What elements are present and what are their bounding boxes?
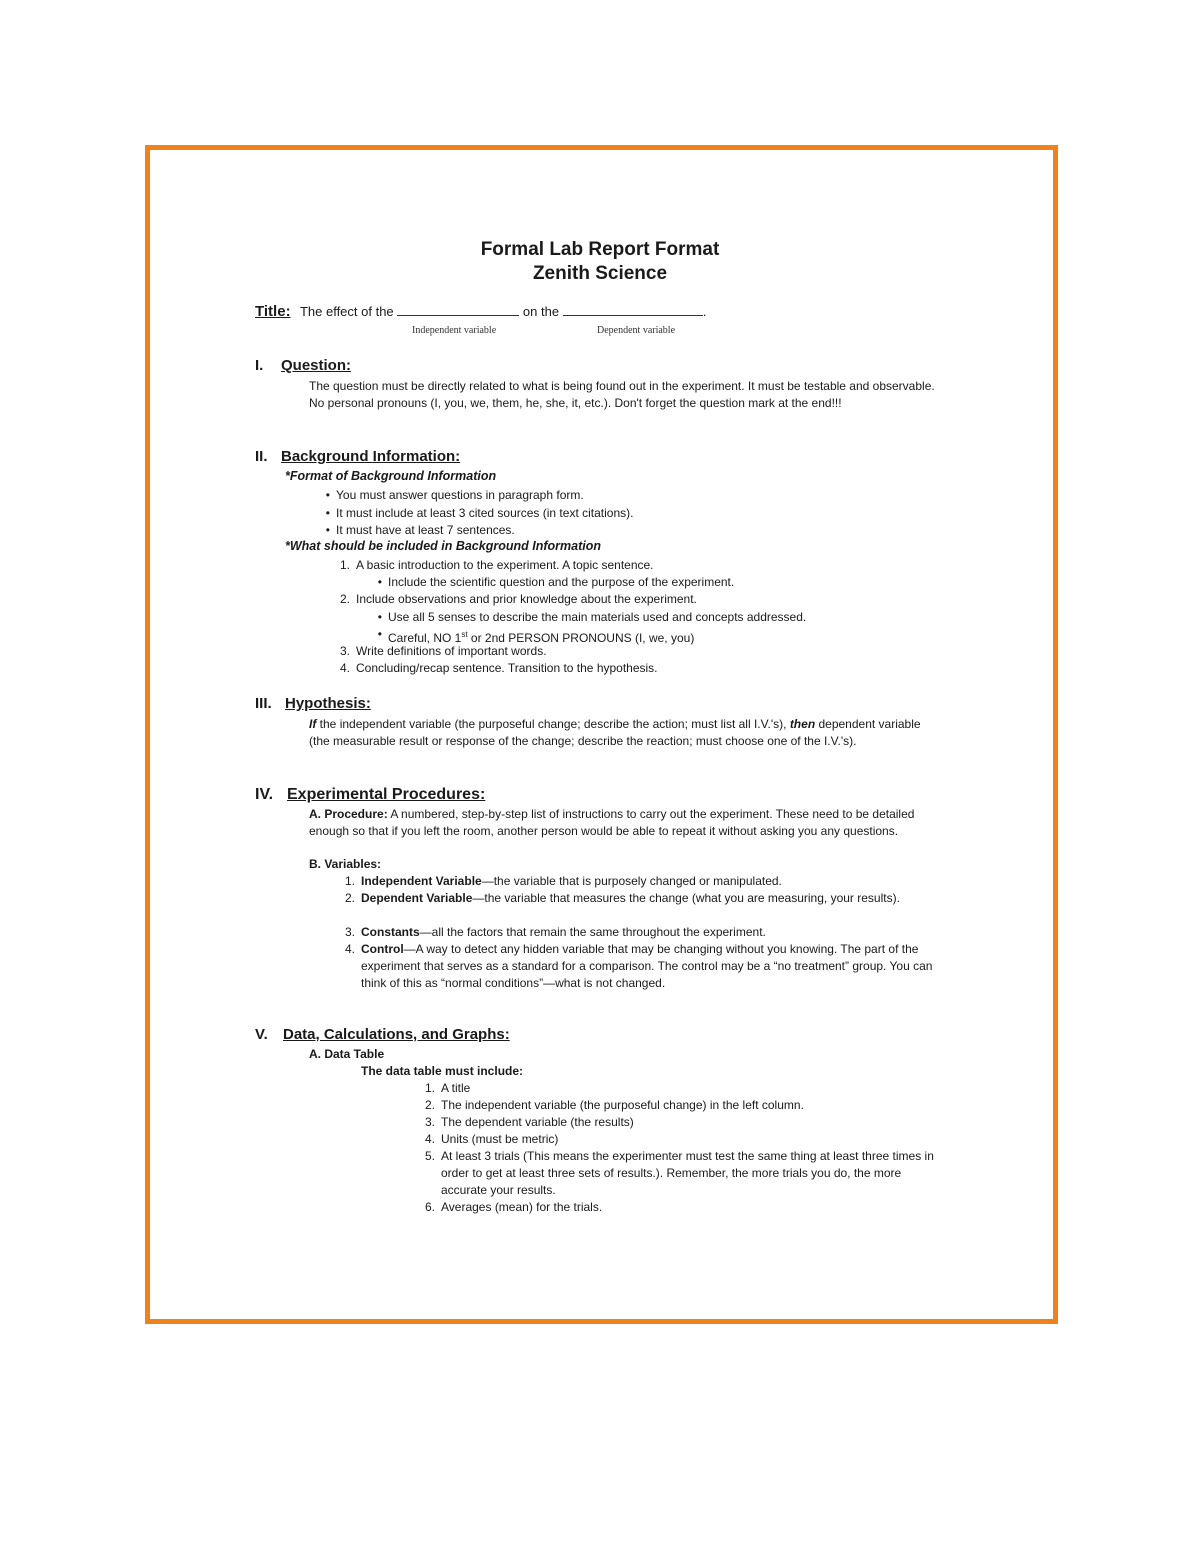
section-procedures-heading [255,786,485,804]
list-item: 2. Include observations and prior knowledge about the experiment. [339,592,697,606]
list-item: • You must answer questions in paragraph form. [336,487,926,504]
section-question-heading [255,357,351,374]
document-subtitle: Zenith Science [532,263,668,284]
section-number: IV. [255,786,274,803]
bullet-icon: • [325,523,330,537]
variables-heading: B. Variables: [309,857,382,871]
data-table-requirements-heading: The data table must include: [361,1064,524,1078]
bullet-icon: • [377,627,382,641]
bullet-icon: • [377,575,382,589]
title-label: Title: [255,303,291,320]
question-body: The question must be directly related to what is being found out in the experiment. It must be testable and observable. No personal pronouns (I, you, we, them, he, she, it, etc.). Don't forget the question mark at the end!!! [309,379,935,410]
hypothesis-body: If the independent variable (the purposeful change; describe the action; must list all I.V.'s), then dependent variable (the measurable result or response of the change; describe the reaction; must choose one of the I.V.'s). [309,717,921,748]
section-title: Experimental Procedures: [287,786,486,803]
list-item: 4. Units (must be metric) [424,1132,559,1146]
title-field-line [255,303,706,320]
section-number: III. [255,695,272,712]
section-number: V. [255,1026,268,1043]
section-title: Background Information: [281,448,461,465]
bullet-icon: • [325,488,330,502]
list-item: 1. A title [424,1081,471,1095]
bullet-icon: • [325,506,330,520]
background-format-heading: *Format of Background Information [285,469,497,483]
section-data-heading [255,1026,510,1043]
list-item: 5. At least 3 trials (This means the experimenter must test the same thing at least three times in order to get at least three sets of results.). Remember, the more trials you do, the more accurate your results. [424,1149,934,1197]
procedure-description: A. Procedure: A numbered, step-by-step list of instructions to carry out the experiment. These need to be detailed enough so that if you left the room, another person would be able to repeat it without asking you any questions. [309,807,915,838]
dependent-variable-caption: Dependent variable [597,325,676,336]
background-include-heading: *What should be included in Background Information [285,539,601,553]
title-text-end: . [702,304,707,319]
list-item: 3. The dependent variable (the results) [424,1115,634,1129]
list-item: • Include the scientific question and the purpose of the experiment. [388,574,928,591]
list-item: • Use all 5 senses to describe the main materials used and concepts addressed. [388,609,928,626]
list-item: 4. Concluding/recap sentence. Transition to the hypothesis. [339,661,658,675]
title-text-before: The effect of the [299,304,394,319]
list-item: 3. Constants—all the factors that remain the same throughout the experiment. [344,925,766,939]
document-title: Formal Lab Report Format [480,239,720,260]
list-item: • It must have at least 7 sentences. [336,522,926,539]
title-text-middle: on the [522,304,560,319]
section-hypothesis-heading [255,695,371,712]
section-background-heading [255,448,460,465]
dependent-variable-blank [563,303,703,316]
list-item: 2. Dependent Variable—the variable that measures the change (what you are measuring, your results). [344,891,900,905]
list-item: 2. The independent variable (the purposeful change) in the left column. [424,1098,804,1112]
list-item: 3. Write definitions of important words. [339,644,547,658]
section-number: I. [255,357,264,374]
independent-variable-blank [397,303,519,316]
list-item: 6. Averages (mean) for the trials. [424,1200,603,1214]
data-table-label: A. Data Table [309,1047,385,1061]
section-title: Hypothesis: [285,695,371,712]
section-title: Data, Calculations, and Graphs: [283,1026,510,1043]
list-item: • Careful, NO 1st or 2nd PERSON PRONOUNS (I, we, you) [388,626,928,647]
page-frame [145,145,1058,1324]
section-number: II. [255,448,268,465]
list-item: 1. Independent Variable—the variable that is purposely changed or manipulated. [344,874,782,888]
list-item: 1. A basic introduction to the experiment. A topic sentence. [339,558,654,572]
independent-variable-caption: Independent variable [412,325,497,336]
list-item: 4. Control—A way to detect any hidden variable that may be changing without you knowing. The part of the experiment that serves as a standard for a comparison. The control may be a “no treatment” group. You can think of this as “normal conditions”—what is not changed. [344,942,933,990]
list-item: • It must include at least 3 cited sources (in text citations). [336,505,926,522]
section-title: Question: [281,357,351,374]
bullet-icon: • [377,610,382,624]
